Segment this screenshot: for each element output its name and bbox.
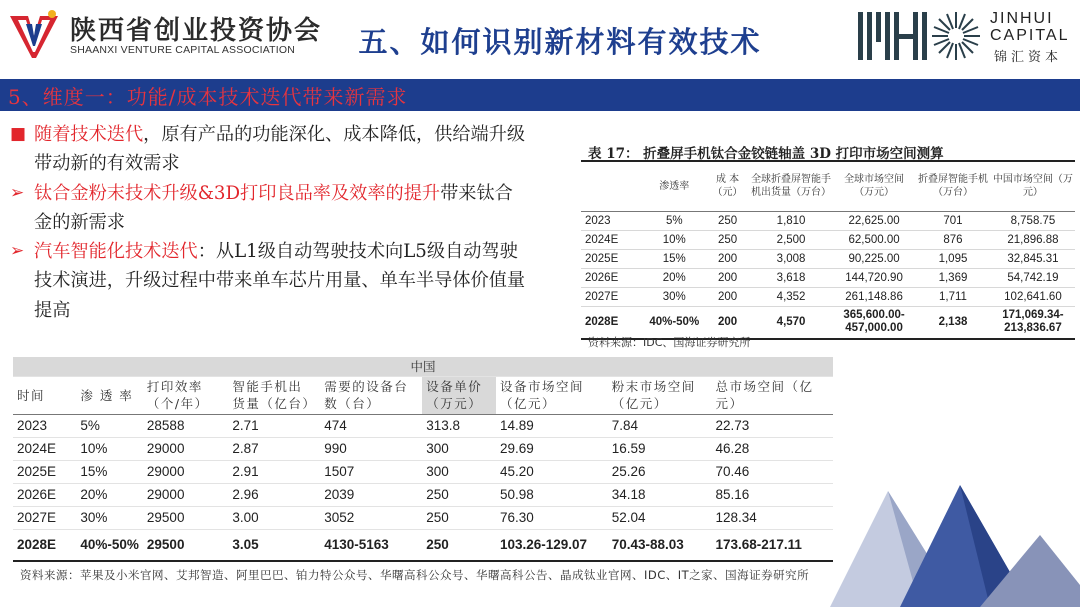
table17-source: 资料来源：IDC、国海证券研究所 — [588, 336, 751, 349]
table-header-cell: 渗透率 — [642, 161, 706, 211]
table-cell: 3.00 — [228, 506, 320, 529]
table-cell: 15% — [642, 249, 706, 268]
table-cell: 29500 — [143, 529, 228, 561]
table-cell: 52.04 — [608, 506, 712, 529]
table-cell: 876 — [915, 230, 991, 249]
table-cell: 2.87 — [228, 437, 320, 460]
table-cell: 144,720.90 — [833, 268, 915, 287]
table-cell: 365,600.00-457,000.00 — [833, 306, 915, 339]
table-cell: 46.28 — [712, 437, 833, 460]
table-cell: 20% — [76, 483, 143, 506]
table-cell: 102,641.60 — [991, 287, 1075, 306]
table-cell: 128.34 — [712, 506, 833, 529]
table-cell: 29000 — [143, 437, 228, 460]
page-title: 五、如何识别新材料有效技术 — [358, 25, 762, 59]
table17-title: 表 17： 折叠屏手机钛合金铰链轴盖 3D 打印市场空间测算 — [588, 146, 944, 162]
section-bar — [0, 79, 1080, 111]
table-cell: 1,369 — [915, 268, 991, 287]
table-cell: 250 — [422, 506, 496, 529]
table-cell: 3,618 — [749, 268, 833, 287]
jinhui-name-cn: 锦汇资本 — [994, 50, 1063, 65]
table-cell: 2023 — [581, 211, 642, 230]
bullet-highlight: 汽车智能化技术迭代 — [34, 241, 198, 263]
table-header-cell: 中国市场空间（万元） — [991, 161, 1075, 211]
table-row — [581, 211, 1075, 230]
bullet-list — [8, 120, 528, 325]
table-cell: 313.8 — [422, 414, 496, 437]
table-cell: 32,845.31 — [991, 249, 1075, 268]
table-cell: 25.26 — [608, 460, 712, 483]
table-cell: 5% — [642, 211, 706, 230]
table-cell: 28588 — [143, 414, 228, 437]
table-row — [581, 268, 1075, 287]
bullet-item — [8, 237, 528, 325]
association-logo-icon — [6, 6, 62, 62]
table-cell: 4,570 — [749, 306, 833, 339]
table-cell: 474 — [320, 414, 422, 437]
table-row — [581, 249, 1075, 268]
table-cell: 261,148.86 — [833, 287, 915, 306]
bullet-text: ：从L1级自动驾驶技术向L5级自动驾驶技术演进，升级过程中带来单车芯片用量、单车半导体价值量提高 — [34, 241, 526, 321]
table-cell: 22,625.00 — [833, 211, 915, 230]
table-cell: 1,711 — [915, 287, 991, 306]
table-cell: 15% — [76, 460, 143, 483]
table-cell: 2027E — [13, 506, 76, 529]
section-label: 5、维度一：功能/成本技术迭代带来新需求 — [8, 85, 408, 109]
table-cell: 250 — [422, 483, 496, 506]
table-header-cell — [581, 161, 642, 211]
table-cell: 3,008 — [749, 249, 833, 268]
table-cell: 14.89 — [496, 414, 608, 437]
bullet-highlight: 钛合金粉末技术升级&3D打印良品率及效率的提升 — [34, 182, 441, 204]
table-row — [13, 437, 833, 460]
jinhui-name-en — [990, 10, 1070, 44]
table-cell: 2026E — [13, 483, 76, 506]
table-cell: 20% — [642, 268, 706, 287]
slide-header — [0, 0, 1080, 72]
table-cell: 3.05 — [228, 529, 320, 561]
table-header-cell: 智能手机出货量（亿台） — [228, 376, 320, 414]
table-cell: 76.30 — [496, 506, 608, 529]
table-cell: 2024E — [13, 437, 76, 460]
table-cell: 85.16 — [712, 483, 833, 506]
table-cell: 250 — [706, 211, 749, 230]
table-cell: 34.18 — [608, 483, 712, 506]
jinhui-line2: CAPITAL — [990, 27, 1070, 44]
table-caption-row — [13, 357, 833, 376]
table-header-cell: 成 本（元） — [706, 161, 749, 211]
table-cell: 3052 — [320, 506, 422, 529]
table-header-cell: 总市场空间（亿元） — [712, 376, 833, 414]
table-cell: 90,225.00 — [833, 249, 915, 268]
association-name-cn: 陕西省创业投资协会 — [70, 16, 323, 46]
bullet-text: ，原有产品的功能深化、成本降低，供给端升级带动新的有效需求 — [34, 124, 526, 175]
table-cell: 45.20 — [496, 460, 608, 483]
arrow-bullet-icon: ➢ — [10, 241, 25, 262]
jinhui-logo-icon — [856, 8, 982, 64]
table-cell: 40%-50% — [76, 529, 143, 561]
bullet-item — [8, 120, 528, 179]
table-cell: 2028E — [581, 306, 642, 339]
table-cell: 1,095 — [915, 249, 991, 268]
table-cell: 40%-50% — [642, 306, 706, 339]
table-cell: 16.59 — [608, 437, 712, 460]
table-cell: 30% — [76, 506, 143, 529]
table-header-cell: 全球市场空间（万元） — [833, 161, 915, 211]
table-cell: 2025E — [13, 460, 76, 483]
bullet-text: 带来钛合金的新需求 — [34, 182, 513, 233]
table-cell: 2027E — [581, 287, 642, 306]
table-cell: 2039 — [320, 483, 422, 506]
table-cell: 22.73 — [712, 414, 833, 437]
table-header-cell: 需要的设备台数（台） — [320, 376, 422, 414]
table-row — [13, 414, 833, 437]
table-cell: 2023 — [13, 414, 76, 437]
table-cell: 62,500.00 — [833, 230, 915, 249]
table-cell: 2.71 — [228, 414, 320, 437]
table-header-cell: 全球折叠屏智能手机出货量（万台） — [749, 161, 833, 211]
table-caption: 中国 — [13, 357, 833, 376]
table-cell: 2026E — [581, 268, 642, 287]
table-row — [581, 287, 1075, 306]
table-header-cell: 打印效率（个/年） — [143, 376, 228, 414]
table-header-cell: 渗 透 率 — [76, 376, 143, 414]
table-row-total — [13, 529, 833, 561]
table-row — [13, 483, 833, 506]
table-cell: 29000 — [143, 483, 228, 506]
table-header-cell: 粉末市场空间（亿元） — [608, 376, 712, 414]
table-row — [13, 506, 833, 529]
table-cell: 300 — [422, 460, 496, 483]
bullet-highlight: 随着技术迭代 — [34, 124, 144, 145]
table-cell: 200 — [706, 306, 749, 339]
table17 — [581, 160, 1075, 340]
table-cell: 10% — [76, 437, 143, 460]
table-header-cell: 设备市场空间（亿元） — [496, 376, 608, 414]
table-cell: 8,758.75 — [991, 211, 1075, 230]
table-cell: 701 — [915, 211, 991, 230]
association-name-en: SHAANXI VENTURE CAPITAL ASSOCIATION — [70, 44, 296, 56]
arrow-bullet-icon: ➢ — [10, 182, 25, 203]
table-row — [581, 230, 1075, 249]
table-cell: 50.98 — [496, 483, 608, 506]
china-table-source: 资料来源：苹果及小米官网、艾邦智造、阿里巴巴、铂力特公众号、华曙高科公众号、华曙高科公告、晶成钛业官网、IDC、IT之家、国海证券研究所 — [20, 568, 810, 582]
table-cell: 200 — [706, 287, 749, 306]
table-cell: 990 — [320, 437, 422, 460]
table-cell: 7.84 — [608, 414, 712, 437]
table-cell: 2024E — [581, 230, 642, 249]
table-cell: 70.46 — [712, 460, 833, 483]
bullet-item — [8, 179, 528, 238]
table-cell: 1507 — [320, 460, 422, 483]
table-row — [13, 460, 833, 483]
table-cell: 30% — [642, 287, 706, 306]
table-header-row — [13, 376, 833, 414]
table-cell: 2025E — [581, 249, 642, 268]
table-cell: 10% — [642, 230, 706, 249]
table-cell: 70.43-88.03 — [608, 529, 712, 561]
table-header-cell: 时间 — [13, 376, 76, 414]
table-cell: 4130-5163 — [320, 529, 422, 561]
table-cell: 29000 — [143, 460, 228, 483]
table-cell: 2.91 — [228, 460, 320, 483]
table-cell: 1,810 — [749, 211, 833, 230]
table-cell: 103.26-129.07 — [496, 529, 608, 561]
mountain-decoration-icon — [830, 465, 1080, 607]
jinhui-line1: JINHUI — [990, 10, 1054, 27]
table-cell: 250 — [422, 529, 496, 561]
table-cell: 200 — [706, 268, 749, 287]
table-cell: 2,500 — [749, 230, 833, 249]
table-cell: 2,138 — [915, 306, 991, 339]
table-cell: 29500 — [143, 506, 228, 529]
table-cell: 200 — [706, 249, 749, 268]
table-header-cell: 设备单价（万元） — [422, 376, 496, 414]
table-cell: 173.68-217.11 — [712, 529, 833, 561]
table-cell: 2.96 — [228, 483, 320, 506]
table-cell: 5% — [76, 414, 143, 437]
table-cell: 54,742.19 — [991, 268, 1075, 287]
table-cell: 300 — [422, 437, 496, 460]
table-cell: 21,896.88 — [991, 230, 1075, 249]
table-header-row — [581, 161, 1075, 211]
square-bullet-icon: ■ — [10, 124, 27, 144]
table-cell: 250 — [706, 230, 749, 249]
table-header-cell: 折叠屏智能手机（万台） — [915, 161, 991, 211]
table-cell: 171,069.34-213,836.67 — [991, 306, 1075, 339]
table-cell: 2028E — [13, 529, 76, 561]
china-market-table — [13, 357, 833, 562]
table-cell: 29.69 — [496, 437, 608, 460]
table-cell: 4,352 — [749, 287, 833, 306]
